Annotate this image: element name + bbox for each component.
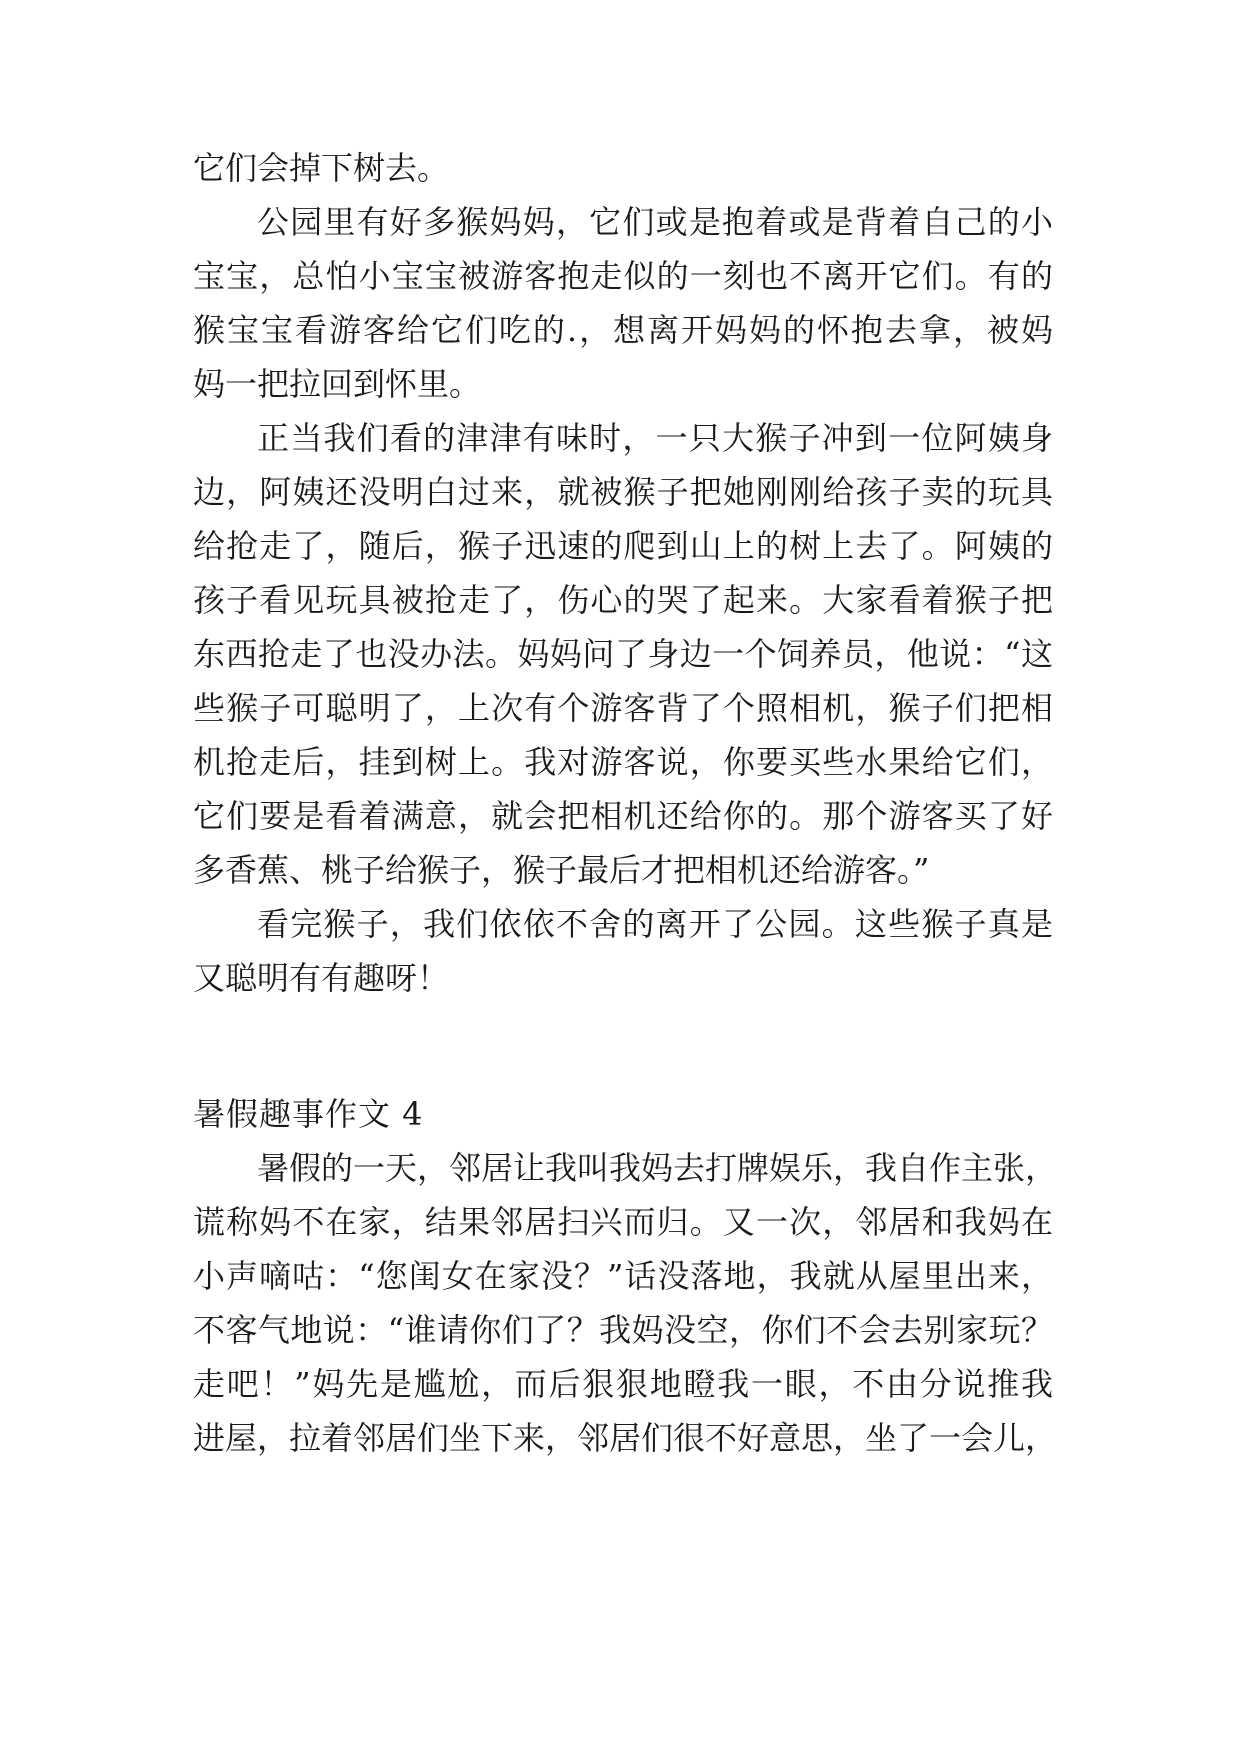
paragraph-line: 它们要是看着满意，就会把相机还给你的。那个游客买了好 [193,797,1053,835]
paragraph-line: 公园里有好多猴妈妈，它们或是抱着或是背着自己的小 [257,203,1053,241]
paragraph-line: 妈一把拉回到怀里。 [193,365,482,403]
paragraph-line: 不客气地说：“谁请你们了？我妈没空，你们不会去别家玩？ [193,1311,1053,1349]
paragraph-line: 猴宝宝看游客给它们吃的.，想离开妈妈的怀抱去拿，被妈 [193,311,1053,349]
paragraph-line: 宝宝，总怕小宝宝被游客抱走似的一刻也不离开它们。有的 [193,257,1053,295]
section-title: 暑假趣事作文 4 [193,1095,424,1133]
paragraph-line: 暑假的一天，邻居让我叫我妈去打牌娱乐，我自作主张， [257,1149,1058,1187]
paragraph-line: 多香蕉、桃子给猴子，猴子最后才把相机还给游客。” [193,851,930,889]
paragraph-line: 东西抢走了也没办法。妈妈问了身边一个饲养员，他说：“这 [193,635,1053,673]
paragraph-line: 正当我们看的津津有味时，一只大猴子冲到一位阿姨身 [257,419,1053,457]
paragraph-line: 看完猴子，我们依依不舍的离开了公园。这些猴子真是 [257,905,1053,943]
paragraph-line: 边，阿姨还没明白过来，就被猴子把她刚刚给孩子卖的玩具 [193,473,1053,511]
paragraph-line: 走吧！”妈先是尴尬，而后狠狠地瞪我一眼，不由分说推我 [193,1365,1053,1403]
paragraph-line: 给抢走了，随后，猴子迅速的爬到山上的树上去了。阿姨的 [193,527,1053,565]
paragraph-line: 谎称妈不在家，结果邻居扫兴而归。又一次，邻居和我妈在 [193,1203,1053,1241]
paragraph-line: 又聪明有有趣呀！ [193,959,450,997]
paragraph-line: 它们会掉下树去。 [193,149,450,187]
paragraph-line: 进屋，拉着邻居们坐下来，邻居们很不好意思，坐了一会儿， [193,1419,1058,1457]
paragraph-line: 小声嘀咕：“您闺女在家没？”话没落地，我就从屋里出来， [193,1257,1053,1295]
paragraph-line: 些猴子可聪明了，上次有个游客背了个照相机，猴子们把相 [193,689,1053,727]
paragraph-line: 机抢走后，挂到树上。我对游客说，你要买些水果给它们， [193,743,1053,781]
paragraph-line: 孩子看见玩具被抢走了，伤心的哭了起来。大家看着猴子把 [193,581,1053,619]
